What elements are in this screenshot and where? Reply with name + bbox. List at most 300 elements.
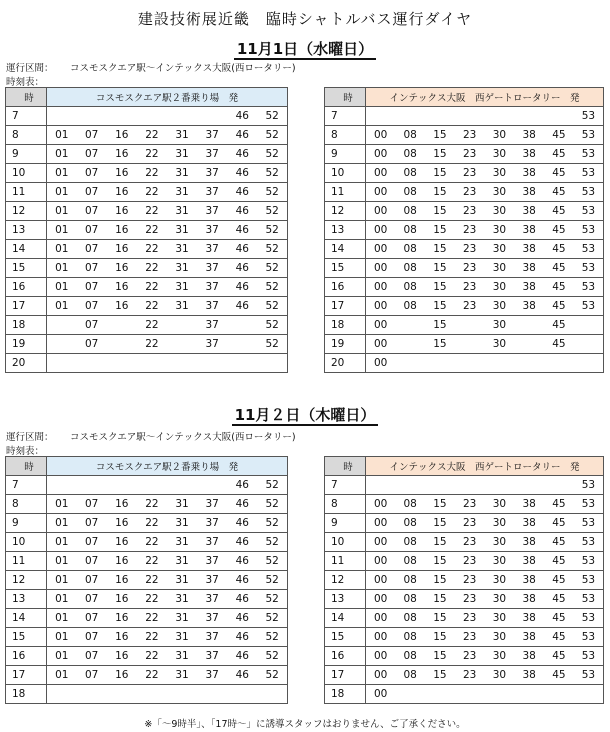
minute-cell: 46 — [227, 202, 257, 221]
minute-cell: 22 — [137, 609, 167, 628]
minute-cell: 07 — [77, 316, 107, 335]
minute-cell: 31 — [167, 126, 197, 145]
minute-cell: 38 — [514, 552, 544, 571]
minute-cell: 45 — [544, 552, 574, 571]
minute-cell: 46 — [227, 514, 257, 533]
minute-cell: 07 — [77, 533, 107, 552]
table-row — [325, 533, 604, 552]
minute-cell: 38 — [514, 221, 544, 240]
minute-cell — [574, 354, 604, 373]
minute-cell: 16 — [107, 666, 137, 685]
minute-cell: 30 — [485, 145, 515, 164]
minute-cell: 45 — [544, 495, 574, 514]
table-row — [325, 571, 604, 590]
minute-cell — [395, 107, 425, 126]
minute-cell: 07 — [77, 571, 107, 590]
minute-cell: 53 — [574, 221, 604, 240]
minute-cell: 07 — [77, 297, 107, 316]
minute-cell: 07 — [77, 183, 107, 202]
minute-cell: 37 — [197, 666, 227, 685]
minute-cell: 31 — [167, 259, 197, 278]
minute-cell: 52 — [257, 571, 287, 590]
minute-cell — [425, 107, 455, 126]
minute-cell: 22 — [137, 628, 167, 647]
minute-cell: 08 — [395, 495, 425, 514]
minute-cell: 52 — [257, 183, 287, 202]
minute-cell: 08 — [395, 552, 425, 571]
table-row — [6, 647, 288, 666]
minute-cell: 38 — [514, 533, 544, 552]
day-date: 11月２日（木曜日） — [232, 406, 379, 426]
minute-cell: 37 — [197, 145, 227, 164]
table-row — [6, 145, 288, 164]
minute-cell: 01 — [47, 590, 77, 609]
minute-cell: 30 — [485, 609, 515, 628]
hour-cell: 18 — [6, 316, 47, 335]
minute-cell — [197, 476, 227, 495]
minute-cell: 52 — [257, 297, 287, 316]
minute-cell — [574, 685, 604, 704]
route-info — [6, 429, 296, 443]
minute-cell: 45 — [544, 666, 574, 685]
minute-cell — [167, 685, 197, 704]
departure-stop-header: インテックス大阪 西ゲートロータリー 発 — [366, 88, 604, 107]
minute-cell: 00 — [366, 259, 396, 278]
table-row — [325, 278, 604, 297]
minute-cell: 30 — [485, 202, 515, 221]
table-row — [6, 126, 288, 145]
hour-cell: 11 — [6, 183, 47, 202]
minute-cell — [514, 476, 544, 495]
hour-cell: 7 — [325, 476, 366, 495]
minute-cell: 23 — [455, 666, 485, 685]
minute-cell: 46 — [227, 628, 257, 647]
minute-cell: 16 — [107, 221, 137, 240]
minute-cell: 22 — [137, 183, 167, 202]
minute-cell: 46 — [227, 533, 257, 552]
timetable-label: 時刻表： — [6, 446, 45, 457]
hour-cell: 11 — [6, 552, 47, 571]
minute-cell: 08 — [395, 221, 425, 240]
minute-cell: 46 — [227, 278, 257, 297]
minute-cell: 46 — [227, 666, 257, 685]
minute-cell — [227, 354, 257, 373]
table-row — [325, 666, 604, 685]
minute-cell: 31 — [167, 552, 197, 571]
minute-cell — [455, 316, 485, 335]
hour-cell: 14 — [6, 240, 47, 259]
hour-cell: 16 — [6, 278, 47, 297]
minute-cell: 38 — [514, 145, 544, 164]
timetable-cosmosquare-day2 — [5, 456, 288, 704]
minute-cell: 37 — [197, 609, 227, 628]
minute-cell: 07 — [77, 647, 107, 666]
minute-cell: 45 — [544, 240, 574, 259]
minute-cell: 00 — [366, 609, 396, 628]
minute-cell — [395, 476, 425, 495]
minute-cell: 22 — [137, 647, 167, 666]
minute-cell: 08 — [395, 145, 425, 164]
table-row — [6, 495, 288, 514]
minute-cell: 08 — [395, 259, 425, 278]
minute-cell — [544, 685, 574, 704]
table-row — [6, 183, 288, 202]
minute-cell: 46 — [227, 476, 257, 495]
minute-cell: 07 — [77, 609, 107, 628]
minute-cell: 46 — [227, 609, 257, 628]
minute-cell: 01 — [47, 221, 77, 240]
minute-cell: 00 — [366, 628, 396, 647]
table-row — [325, 126, 604, 145]
hour-cell: 13 — [6, 590, 47, 609]
minute-cell: 16 — [107, 278, 137, 297]
minute-cell — [227, 685, 257, 704]
minute-cell: 16 — [107, 297, 137, 316]
minute-cell: 53 — [574, 145, 604, 164]
minute-cell: 08 — [395, 628, 425, 647]
minute-cell: 00 — [366, 183, 396, 202]
minute-cell: 31 — [167, 145, 197, 164]
minute-cell: 38 — [514, 297, 544, 316]
table-row — [6, 335, 288, 354]
minute-cell — [574, 316, 604, 335]
minute-cell: 08 — [395, 240, 425, 259]
minute-cell: 15 — [425, 628, 455, 647]
minute-cell: 16 — [107, 647, 137, 666]
minute-cell — [544, 107, 574, 126]
hour-cell: 16 — [325, 647, 366, 666]
route-info — [6, 60, 296, 74]
hour-cell: 8 — [6, 126, 47, 145]
hour-cell: 13 — [325, 590, 366, 609]
minute-cell: 07 — [77, 514, 107, 533]
minute-cell: 46 — [227, 221, 257, 240]
minute-cell: 22 — [137, 571, 167, 590]
hour-cell: 8 — [325, 126, 366, 145]
minute-cell: 07 — [77, 164, 107, 183]
minute-cell: 16 — [107, 202, 137, 221]
minute-cell: 37 — [197, 164, 227, 183]
minute-cell: 52 — [257, 533, 287, 552]
minute-cell: 07 — [77, 259, 107, 278]
minute-cell: 23 — [455, 202, 485, 221]
minute-cell: 45 — [544, 145, 574, 164]
minute-cell: 30 — [485, 126, 515, 145]
minute-cell: 38 — [514, 647, 544, 666]
minute-cell — [257, 685, 287, 704]
minute-cell — [485, 685, 515, 704]
minute-cell: 52 — [257, 107, 287, 126]
hour-cell: 15 — [325, 628, 366, 647]
minute-cell — [77, 476, 107, 495]
minute-cell: 53 — [574, 628, 604, 647]
minute-cell: 31 — [167, 278, 197, 297]
minute-cell: 08 — [395, 514, 425, 533]
minute-cell: 37 — [197, 240, 227, 259]
minute-cell: 53 — [574, 552, 604, 571]
minute-cell — [107, 476, 137, 495]
minute-cell: 53 — [574, 107, 604, 126]
table-row — [6, 316, 288, 335]
minute-cell: 22 — [137, 145, 167, 164]
table-row — [325, 221, 604, 240]
minute-cell: 16 — [107, 628, 137, 647]
minute-cell: 31 — [167, 297, 197, 316]
minute-cell: 46 — [227, 552, 257, 571]
departure-stop-header: インテックス大阪 西ゲートロータリー 発 — [366, 457, 604, 476]
minute-cell: 46 — [227, 240, 257, 259]
hour-header: 時 — [6, 88, 47, 107]
minute-cell: 30 — [485, 164, 515, 183]
minute-cell: 00 — [366, 164, 396, 183]
minute-cell: 15 — [425, 533, 455, 552]
minute-cell: 00 — [366, 335, 396, 354]
minute-cell: 38 — [514, 164, 544, 183]
table-row — [325, 609, 604, 628]
hour-cell: 7 — [6, 107, 47, 126]
minute-cell: 31 — [167, 514, 197, 533]
minute-cell: 08 — [395, 202, 425, 221]
minute-cell: 52 — [257, 240, 287, 259]
hour-cell: 17 — [6, 666, 47, 685]
hour-cell: 10 — [325, 164, 366, 183]
minute-cell: 52 — [257, 647, 287, 666]
minute-cell: 01 — [47, 552, 77, 571]
minute-cell: 45 — [544, 571, 574, 590]
minute-cell — [77, 107, 107, 126]
hour-header: 時 — [6, 457, 47, 476]
minute-cell: 53 — [574, 533, 604, 552]
minute-cell: 22 — [137, 126, 167, 145]
minute-cell — [544, 354, 574, 373]
minute-cell: 46 — [227, 571, 257, 590]
minute-cell: 23 — [455, 126, 485, 145]
minute-cell: 46 — [227, 259, 257, 278]
minute-cell: 16 — [107, 552, 137, 571]
minute-cell: 30 — [485, 335, 515, 354]
minute-cell: 52 — [257, 552, 287, 571]
hour-cell: 12 — [6, 202, 47, 221]
table-row — [6, 514, 288, 533]
minute-cell: 38 — [514, 628, 544, 647]
hour-cell: 16 — [325, 278, 366, 297]
header-row — [6, 457, 288, 476]
minute-cell — [167, 316, 197, 335]
table-row — [6, 628, 288, 647]
minute-cell — [47, 476, 77, 495]
minute-cell: 00 — [366, 552, 396, 571]
hour-cell: 15 — [6, 259, 47, 278]
minute-cell: 38 — [514, 278, 544, 297]
table-row — [325, 259, 604, 278]
minute-cell: 52 — [257, 666, 287, 685]
minute-cell: 45 — [544, 278, 574, 297]
minute-cell: 53 — [574, 571, 604, 590]
day-date: 11月1日（水曜日） — [234, 40, 376, 60]
minute-cell: 00 — [366, 666, 396, 685]
minute-cell: 15 — [425, 495, 455, 514]
minute-cell: 45 — [544, 647, 574, 666]
table-row — [6, 278, 288, 297]
minute-cell: 00 — [366, 533, 396, 552]
minute-cell: 30 — [485, 571, 515, 590]
minute-cell: 07 — [77, 240, 107, 259]
minute-cell — [574, 335, 604, 354]
minute-cell: 45 — [544, 335, 574, 354]
hour-cell: 10 — [6, 533, 47, 552]
minute-cell: 30 — [485, 316, 515, 335]
minute-cell: 23 — [455, 495, 485, 514]
minute-cell: 53 — [574, 278, 604, 297]
minute-cell — [514, 107, 544, 126]
minute-cell: 37 — [197, 259, 227, 278]
minute-cell: 08 — [395, 609, 425, 628]
minute-cell: 23 — [455, 278, 485, 297]
minute-cell: 53 — [574, 666, 604, 685]
minute-cell: 08 — [395, 278, 425, 297]
minute-cell: 45 — [544, 221, 574, 240]
minute-cell: 38 — [514, 202, 544, 221]
hour-cell: 10 — [6, 164, 47, 183]
table-row — [6, 476, 288, 495]
minute-cell — [107, 685, 137, 704]
minute-cell: 22 — [137, 259, 167, 278]
hour-cell: 11 — [325, 183, 366, 202]
minute-cell: 31 — [167, 183, 197, 202]
table-row — [6, 666, 288, 685]
minute-cell — [197, 354, 227, 373]
minute-cell: 08 — [395, 126, 425, 145]
minute-cell: 01 — [47, 571, 77, 590]
minute-cell — [107, 107, 137, 126]
minute-cell — [485, 107, 515, 126]
day-title — [0, 404, 610, 425]
minute-cell: 22 — [137, 316, 167, 335]
minute-cell: 23 — [455, 221, 485, 240]
table-row — [6, 609, 288, 628]
minute-cell: 08 — [395, 297, 425, 316]
table-row — [325, 628, 604, 647]
minute-cell: 07 — [77, 202, 107, 221]
minute-cell — [455, 107, 485, 126]
minute-cell: 37 — [197, 297, 227, 316]
minute-cell: 37 — [197, 571, 227, 590]
minute-cell: 46 — [227, 107, 257, 126]
route-value: コスモスクエア駅～インテックス大阪(西ロータリー) — [70, 63, 296, 74]
minute-cell: 30 — [485, 495, 515, 514]
minute-cell: 31 — [167, 666, 197, 685]
table-row — [6, 259, 288, 278]
minute-cell: 37 — [197, 552, 227, 571]
minute-cell — [395, 335, 425, 354]
minute-cell — [47, 316, 77, 335]
minute-cell — [425, 354, 455, 373]
minute-cell: 52 — [257, 145, 287, 164]
minute-cell — [514, 316, 544, 335]
minute-cell: 07 — [77, 666, 107, 685]
hour-cell: 9 — [325, 145, 366, 164]
minute-cell: 08 — [395, 666, 425, 685]
minute-cell: 22 — [137, 202, 167, 221]
table-row — [325, 107, 604, 126]
minute-cell — [137, 107, 167, 126]
hour-cell: 17 — [325, 297, 366, 316]
minute-cell: 15 — [425, 145, 455, 164]
minute-cell: 23 — [455, 297, 485, 316]
minute-cell: 01 — [47, 126, 77, 145]
minute-cell: 07 — [77, 278, 107, 297]
minute-cell: 45 — [544, 609, 574, 628]
minute-cell: 38 — [514, 240, 544, 259]
hour-cell: 15 — [6, 628, 47, 647]
minute-cell: 00 — [366, 126, 396, 145]
minute-cell: 30 — [485, 666, 515, 685]
minute-cell: 30 — [485, 259, 515, 278]
minute-cell: 46 — [227, 590, 257, 609]
minute-cell: 00 — [366, 495, 396, 514]
minute-cell: 08 — [395, 571, 425, 590]
minute-cell: 46 — [227, 145, 257, 164]
minute-cell: 16 — [107, 495, 137, 514]
hour-cell: 12 — [6, 571, 47, 590]
minute-cell: 30 — [485, 590, 515, 609]
minute-cell: 46 — [227, 297, 257, 316]
header-row — [6, 88, 288, 107]
minute-cell: 46 — [227, 126, 257, 145]
minute-cell: 01 — [47, 628, 77, 647]
minute-cell: 30 — [485, 552, 515, 571]
minute-cell: 22 — [137, 278, 167, 297]
minute-cell: 37 — [197, 628, 227, 647]
route-label: 運行区間： — [6, 432, 54, 443]
minute-cell: 16 — [107, 164, 137, 183]
minute-cell: 37 — [197, 335, 227, 354]
minute-cell: 52 — [257, 202, 287, 221]
minute-cell: 15 — [425, 590, 455, 609]
day-title — [0, 38, 610, 59]
table-row — [6, 202, 288, 221]
page-title: 建設技術展近畿 臨時シャトルバス運行ダイヤ — [137, 10, 473, 28]
route-value: コスモスクエア駅～インテックス大阪(西ロータリー) — [70, 432, 296, 443]
hour-cell: 8 — [325, 495, 366, 514]
minute-cell: 22 — [137, 533, 167, 552]
minute-cell: 23 — [455, 240, 485, 259]
minute-cell: 38 — [514, 590, 544, 609]
minute-cell: 01 — [47, 297, 77, 316]
table-row — [6, 533, 288, 552]
minute-cell: 45 — [544, 628, 574, 647]
minute-cell — [257, 354, 287, 373]
minute-cell: 22 — [137, 335, 167, 354]
minute-cell: 22 — [137, 552, 167, 571]
hour-cell: 17 — [325, 666, 366, 685]
table-row — [6, 107, 288, 126]
minute-cell: 00 — [366, 202, 396, 221]
minute-cell: 23 — [455, 514, 485, 533]
minute-cell: 37 — [197, 316, 227, 335]
minute-cell: 31 — [167, 240, 197, 259]
minute-cell: 00 — [366, 316, 396, 335]
table-row — [325, 240, 604, 259]
minute-cell: 38 — [514, 514, 544, 533]
minute-cell: 31 — [167, 202, 197, 221]
minute-cell: 45 — [544, 183, 574, 202]
minute-cell — [366, 107, 396, 126]
minute-cell: 31 — [167, 495, 197, 514]
minute-cell: 00 — [366, 240, 396, 259]
hour-header: 時 — [325, 88, 366, 107]
minute-cell: 16 — [107, 259, 137, 278]
